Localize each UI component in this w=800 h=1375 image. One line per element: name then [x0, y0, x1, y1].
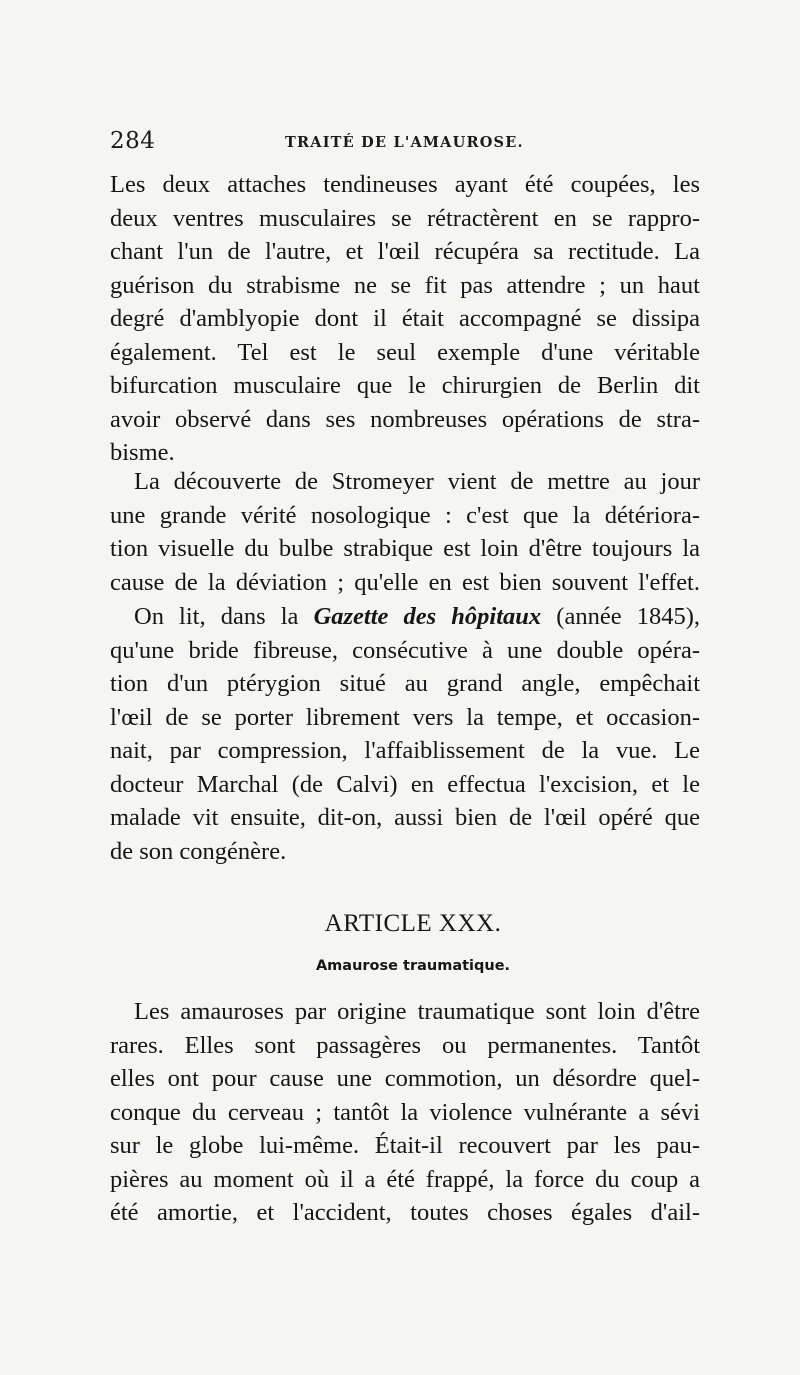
text-line: tion visuelle du bulbe strabique est loin d'être toujours la: [110, 535, 700, 562]
text-line: Les amauroses par origine traumatique sont loin d'être: [134, 998, 700, 1025]
paragraph-3: [110, 600, 700, 868]
paragraph-4: [110, 995, 700, 1230]
page-header: [110, 128, 700, 158]
journal-title: Gazette des hôpitaux: [313, 603, 542, 630]
paragraph-2: [110, 465, 700, 599]
text-line: également. Tel est le seul exemple d'une véritable: [110, 338, 700, 366]
text-line: qu'une bride fibreuse, consécutive à une double opéra-: [110, 636, 700, 664]
line-text: (année 1845),: [541, 603, 700, 630]
text-line: docteur Marchal (de Calvi) en effectua l'excision, et le: [110, 770, 700, 798]
text-line: conque du cerveau ; tantôt la violence vulnérante a sévi: [110, 1098, 700, 1126]
text-line: bisme.: [110, 439, 175, 466]
text-line: de son congénère.: [110, 837, 287, 865]
text-line: tion d'un ptérygion situé au grand angle, empêchait: [110, 670, 700, 697]
text-line: cause de la déviation ; qu'elle en est bien souvent l'effet.: [110, 568, 700, 596]
text-line: une grande vérité nosologique : c'est que la détériora-: [110, 501, 700, 529]
article-subtitle: Amaurose traumatique.: [315, 958, 511, 974]
text-line: été amortie, et l'accident, toutes choses égales d'ail-: [110, 1199, 700, 1226]
text-line: La découverte de Stromeyer vient de mettre au jour: [134, 468, 700, 495]
text-line: nait, par compression, l'affaiblissement de la vue. Le: [110, 737, 700, 764]
text-line: l'œil de se porter librement vers la tempe, et occasion-: [110, 703, 700, 731]
text-line: elles ont pour cause une commotion, un désordre quel-: [110, 1065, 700, 1092]
text-line: pières au moment où il a été frappé, la force du coup a: [110, 1165, 700, 1193]
text-line: degré d'amblyopie dont il était accompagné se dissipa: [110, 305, 700, 332]
line-text: On lit, dans la: [134, 603, 314, 630]
text-line: malade vit ensuite, dit-on, aussi bien de l'œil opéré que: [110, 804, 700, 831]
text-line: guérison du strabisme ne se fit pas attendre ; un haut: [110, 271, 700, 299]
text-line: avoir observé dans ses nombreuses opérations de stra-: [110, 405, 700, 433]
article-title: ARTICLE XXX.: [324, 910, 502, 937]
text-line: rares. Elles sont passagères ou permanentes. Tantôt: [110, 1031, 700, 1059]
text-line: Les deux attaches tendineuses ayant été coupées, les: [110, 171, 700, 198]
page-number: 284: [110, 128, 156, 154]
running-head: TRAITÉ DE L'AMAUROSE.: [285, 134, 524, 151]
text-line: [110, 600, 700, 634]
text-line: bifurcation musculaire que le chirurgien de Berlin dit: [110, 372, 700, 399]
paragraph-1: [110, 168, 700, 470]
text-line: sur le globe lui-même. Était-il recouvert par les pau-: [110, 1132, 700, 1159]
text-line: deux ventres musculaires se rétractèrent en se rappro-: [110, 204, 700, 232]
text-line: chant l'un de l'autre, et l'œil récupéra sa rectitude. La: [110, 238, 700, 265]
